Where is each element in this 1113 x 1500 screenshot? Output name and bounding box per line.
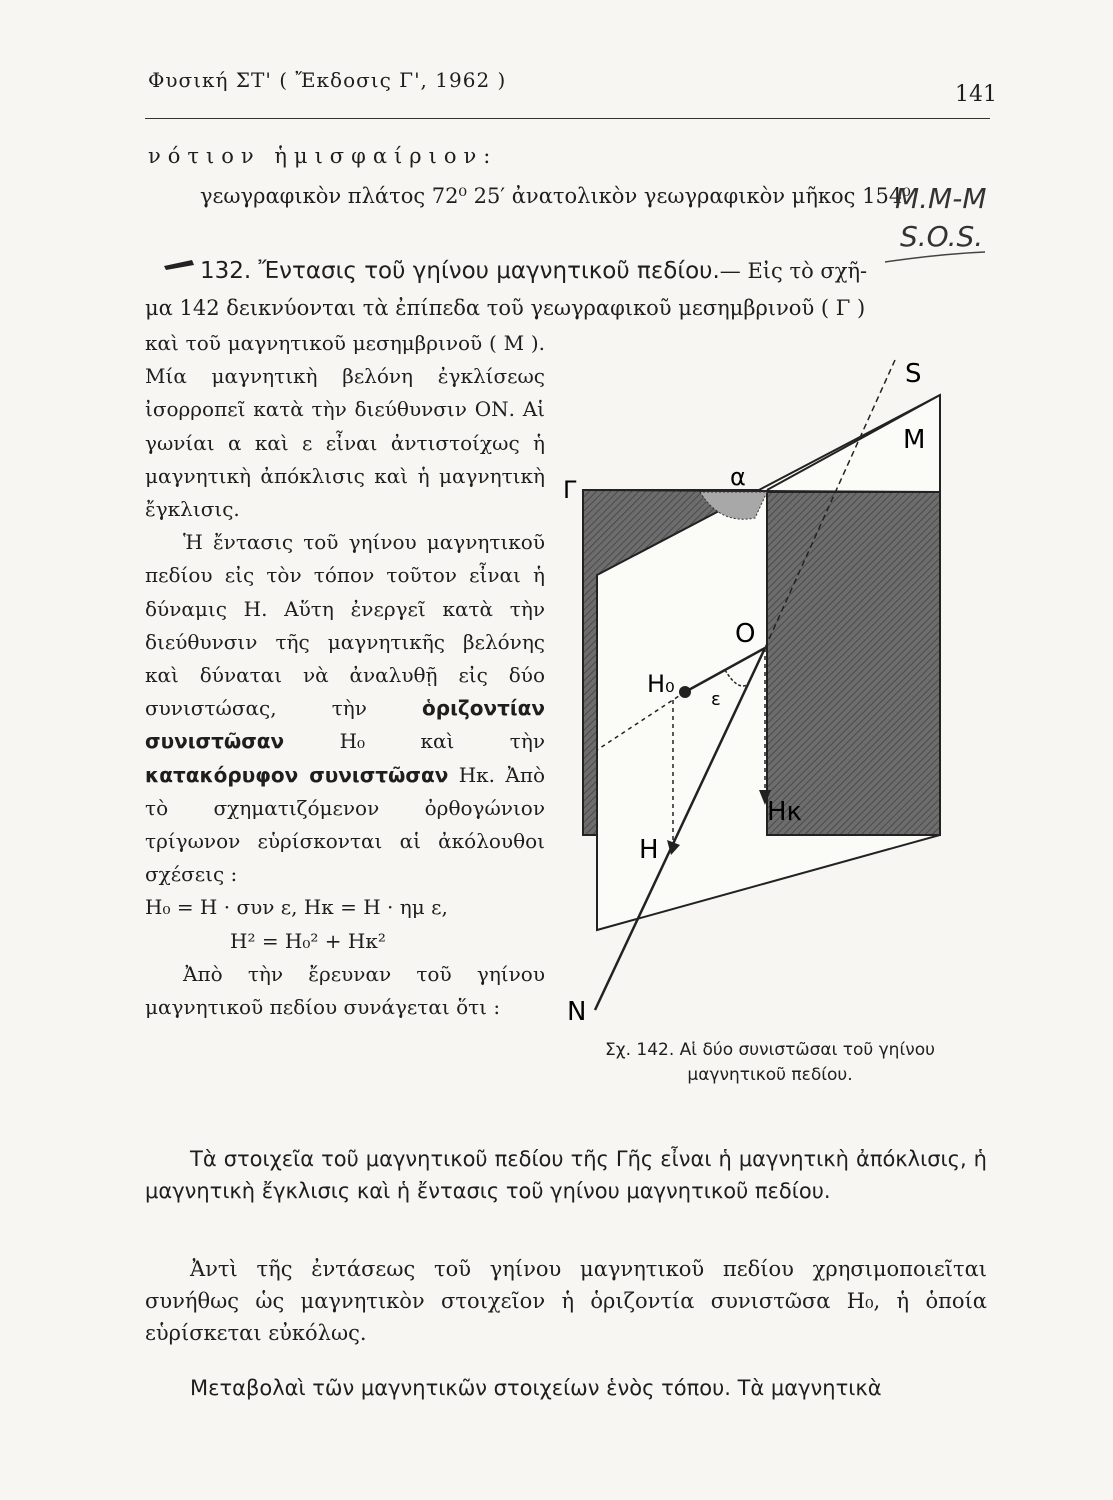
body-para-3: Μεταβολαὶ τῶν μαγνητικῶν στοιχείων ἑνὸς τόπου. Τὰ μαγνητικὰ <box>190 1376 882 1400</box>
label-epsilon: ε <box>711 689 721 710</box>
label-h0: H₀ <box>647 670 675 698</box>
text-column <box>145 327 545 1024</box>
label-o: O <box>735 619 756 649</box>
figure-caption <box>555 1038 985 1088</box>
marker-icon <box>162 258 196 272</box>
figure-142 <box>555 320 995 1030</box>
equation-2: Η² = Η₀² + Ηκ² <box>230 928 386 953</box>
body-para-1: Τὰ στοιχεῖα τοῦ μαγνητικοῦ πεδίου τῆς Γῆς εἶναι ἡ μαγνητικὴ ἀπόκλισις, ἡ μαγνητικὴ ἔγκλισις καὶ ἡ ἔντασις τοῦ γηίνου μαγνητικοῦ πεδίου. <box>145 1147 987 1203</box>
label-m: M <box>903 425 926 455</box>
running-head: Φυσική ΣΤ' ( Ἔκδοσις Γ', 1962 ) <box>148 68 507 92</box>
hemisphere-label: νότιον ἡμισφαίριον: <box>148 144 498 168</box>
section-heading-line <box>200 255 867 288</box>
label-gamma: Γ <box>563 476 577 504</box>
geographic-meridian-plane-right <box>767 492 940 835</box>
label-hk: Hκ <box>767 797 802 827</box>
bold-horizontal-component: ὁριζοντίαν συνιστῶσαν <box>145 696 545 754</box>
handwritten-underline <box>880 248 990 268</box>
body-para-2-block <box>145 1253 987 1349</box>
column-para-2 <box>145 526 545 891</box>
section-heading-tail: — Εἰς τὸ σχῆ- <box>719 259 868 283</box>
column-para-2-end: . Ἀπὸ τὸ σχηματιζόμενον ὀρθογώνιον τρίγωνον εὑρίσκονται αἱ ἀκόλουθοι σχέσεις : <box>145 762 546 887</box>
body-para-2: Ἀντὶ τῆς ἐντάσεως τοῦ γηίνου μαγνητικοῦ πεδίου χρησιμοποιεῖται συνήθως ὡς μαγνητικὸν στοιχεῖον ἡ ὁριζοντία συνιστῶσα Η₀, ἡ ὁποία εὑρίσκεται εὐκόλως. <box>145 1257 987 1345</box>
column-para-1: καὶ τοῦ μαγνητικοῦ μεσημβρινοῦ ( Μ ). Μία μαγνητικὴ βελόνη ἐγκλίσεως ἰσορροπεῖ κατὰ τὴν διεύθυνσιν ΟΝ. Αἱ γωνίαι α καὶ ε εἶναι ἀντιστοίχως ἡ μαγνητικὴ ἀπόκλισις καὶ ἡ μαγνητικὴ ἔγκλισις. <box>145 331 545 522</box>
caption-line-1: Σχ. 142. Αἱ δύο συνιστῶσαι τοῦ γηίνου <box>605 1040 935 1060</box>
column-para-3: Ἀπὸ τὴν ἔρευναν τοῦ γηίνου μαγνητικοῦ πεδίου συνάγεται ὅτι : <box>145 961 545 1020</box>
caption-line-2: μαγνητικοῦ πεδίου. <box>687 1065 853 1085</box>
and-the: καὶ τὴν <box>420 729 545 754</box>
hk-symbol: Ηκ <box>458 762 489 787</box>
label-s: S <box>905 359 922 389</box>
section-heading: 132. Ἔντασις τοῦ γηίνου μαγνητικοῦ πεδίου. <box>200 258 720 284</box>
label-h: H <box>639 835 659 865</box>
coordinates-line: γεωγραφικὸν πλάτος 72⁰ 25′ ἀνατολικὸν γεωγραφικὸν μῆκος 154⁰ <box>200 184 911 208</box>
column-para-2-start: Ἡ ἔντασις τοῦ γηίνου μαγνητικοῦ πεδίου εἰς τὸν τόπον τοῦτον εἶναι ἡ δύναμις Η. Αὕτη ἐνεργεῖ κατὰ τὴν διεύθυνσιν τῆς μαγνητικῆς βελόνης καὶ δύναται νὰ ἀναλυθῇ εἰς δύο συνιστώσας, τὴν <box>145 530 545 721</box>
bold-vertical-component: κατακόρυφον συνιστῶσαν <box>145 762 449 787</box>
handwritten-sos: S.O.S. <box>900 220 984 253</box>
handwritten-note: M.M-M <box>895 182 987 215</box>
page-number: 141 <box>955 82 997 107</box>
label-alpha: α <box>730 463 746 491</box>
section-line-2: μα 142 δεικνύονται τὰ ἐπίπεδα τοῦ γεωγραφικοῦ μεσημβρινοῦ ( Γ ) <box>145 296 866 320</box>
body-para-3-block <box>145 1372 987 1404</box>
label-n: N <box>567 997 587 1027</box>
h0-symbol: Η₀ <box>339 729 366 754</box>
equation-1: Η₀ = Η · συν ε, Ηκ = Η · ημ ε, <box>145 895 448 920</box>
header-rule <box>145 118 990 119</box>
body-para-1-block <box>145 1143 987 1207</box>
